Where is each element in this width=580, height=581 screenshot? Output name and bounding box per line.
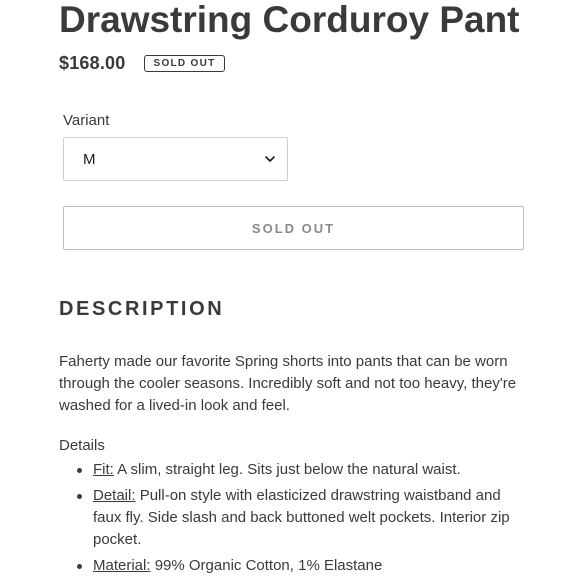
sold-out-button[interactable]: SOLD OUT	[63, 206, 524, 250]
price-row	[59, 53, 225, 74]
product-title: Drawstring Corduroy Pant	[59, 0, 520, 40]
bullet-icon	[77, 494, 82, 499]
list-item	[59, 555, 519, 577]
detail-term: Detail:	[93, 487, 136, 504]
bullet-icon	[77, 564, 82, 569]
product-price: $168.00	[59, 53, 126, 73]
detail-term: Material:	[93, 557, 151, 574]
details-list	[59, 459, 519, 581]
description-heading: DESCRIPTION	[59, 298, 225, 320]
list-item	[59, 459, 519, 481]
chevron-down-icon	[264, 153, 276, 165]
list-item	[59, 485, 519, 551]
detail-term: Fit:	[93, 461, 114, 478]
variant-select[interactable]	[63, 137, 288, 181]
details-label: Details	[59, 437, 105, 454]
detail-text: A slim, straight leg. Sits just below the natural waist.	[113, 461, 461, 478]
description-body: Faherty made our favorite Spring shorts into pants that can be worn through the cooler seasons. Incredibly soft and not too heavy, they're washed for a lived-in look and feel.	[59, 353, 517, 414]
detail-text: 99% Organic Cotton, 1% Elastane	[150, 557, 383, 574]
detail-text: Pull-on style with elasticized drawstring waistband and faux fly. Side slash and back buttoned welt pockets. Interior zip pocket.	[93, 487, 510, 548]
sold-out-badge: SOLD OUT	[144, 55, 224, 72]
variant-label: Variant	[63, 112, 110, 129]
variant-selected-value: M	[83, 151, 96, 168]
bullet-icon	[77, 468, 82, 473]
